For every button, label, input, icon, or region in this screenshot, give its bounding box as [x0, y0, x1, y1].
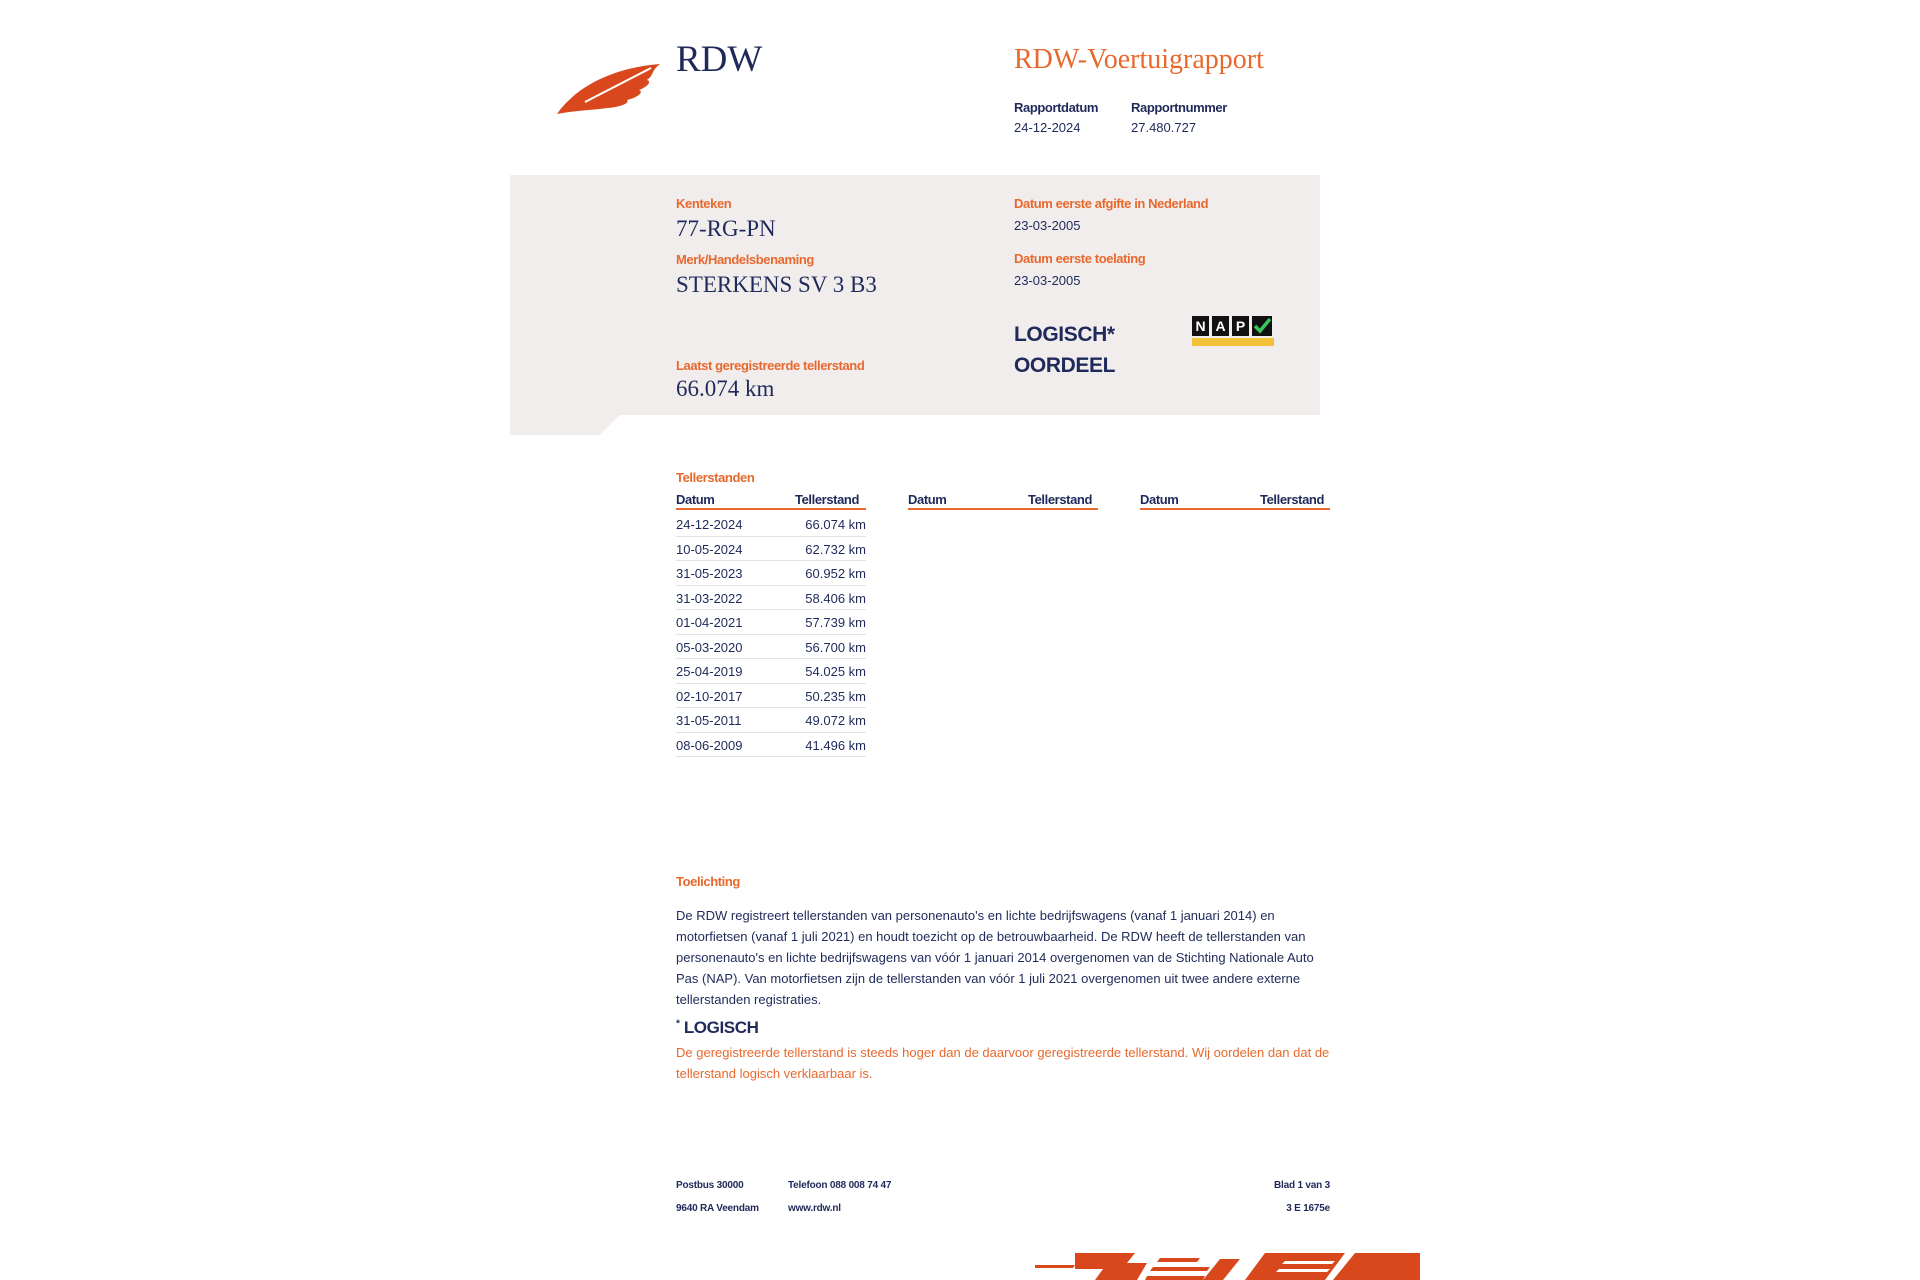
table-row	[676, 586, 866, 611]
footer-web: www.rdw.nl	[788, 1203, 841, 1214]
rdw-feather-logo-icon	[555, 58, 665, 118]
footer-address: 9640 RA Veendam	[676, 1203, 759, 1214]
vehicle-summary-panel	[510, 175, 1320, 415]
logisch-text: De geregistreerde tellerstand is steeds hoger dan de daarvoor geregistreerde tellerstand. Wij oordelen dan dat de tellerstand logisch verklaarbaar is.	[676, 1045, 1330, 1081]
col-date-1: Datum	[676, 492, 715, 507]
plate-label: Kenteken	[676, 196, 732, 211]
last-odometer-value: 66.074 km	[676, 376, 775, 401]
footer-postbus: Postbus 30000	[676, 1180, 744, 1191]
table-row	[676, 708, 866, 733]
row-reading: 41.496 km	[805, 737, 866, 753]
panel-notch	[510, 415, 620, 435]
checkmark-icon	[1252, 316, 1272, 336]
table-row	[676, 561, 866, 586]
asterisk-mark: *	[676, 1018, 680, 1030]
col-reading-3: Tellerstand	[1260, 492, 1324, 507]
table-row	[676, 512, 866, 537]
row-reading: 62.732 km	[805, 541, 866, 557]
row-date: 08-06-2009	[676, 737, 743, 753]
row-date: 31-05-2023	[676, 566, 743, 581]
report-date-label: Rapportdatum	[1014, 100, 1099, 115]
explanation-title: Toelichting	[676, 874, 740, 889]
row-reading: 50.235 km	[805, 688, 866, 704]
nap-yellow-bar	[1192, 338, 1274, 346]
last-odometer-label: Laatst geregistreerde tellerstand	[676, 358, 865, 373]
verdict-line-2: OORDEEL	[1014, 354, 1116, 377]
header-underline-2	[908, 508, 1098, 510]
table-row	[676, 733, 866, 758]
table-row	[676, 684, 866, 709]
row-date: 31-05-2011	[676, 713, 742, 728]
report-number: 27.480.727	[1131, 120, 1197, 135]
row-date: 10-05-2024	[676, 541, 743, 557]
row-date: 24-12-2024	[676, 517, 743, 532]
report-date: 24-12-2024	[1014, 120, 1081, 135]
col-date-3: Datum	[1140, 492, 1179, 507]
col-date-2: Datum	[908, 492, 947, 507]
row-reading: 58.406 km	[805, 590, 866, 606]
logisch-title: LOGISCH	[683, 1018, 759, 1037]
first-admission-label: Datum eerste toelating	[1014, 251, 1146, 266]
logisch-heading	[676, 1018, 758, 1038]
row-reading: 66.074 km	[805, 517, 866, 532]
footer-phone: Telefoon 088 008 74 47	[788, 1180, 892, 1191]
row-reading: 56.700 km	[805, 639, 866, 655]
first-nl-label: Datum eerste afgifte in Nederland	[1014, 196, 1209, 211]
make-label: Merk/Handelsbenaming	[676, 252, 814, 267]
brand-name: RDW	[676, 39, 763, 80]
table-row	[676, 659, 866, 684]
header-underline-3	[1140, 508, 1330, 510]
first-admission-value: 23-03-2005	[1014, 273, 1081, 288]
nap-letter-p: P	[1232, 316, 1249, 336]
nap-logo	[1192, 316, 1274, 348]
row-reading: 54.025 km	[805, 664, 866, 679]
row-date: 05-03-2020	[676, 639, 743, 655]
table-row	[676, 635, 866, 660]
table-row	[676, 537, 866, 562]
explanation-text: De RDW registreert tellerstanden van personenauto's en lichte bedrijfswagens (vanaf 1 januari 2014) en motorfietsen (vanaf 1 juli 2021) en houdt toezicht op de betrouwbaarheid. De RDW heeft de tellerstanden van personenauto's en lichte bedrijfswagens van vóór 1 januari 2014 overgenomen van de Stichting Nationale Auto Pas (NAP). Van motorfietsen zijn de tellerstanden van vóór 1 juli 2021 overgenomen uit twee andere externe tellerstanden registraties.	[676, 908, 1314, 1007]
nap-letter-a: A	[1212, 316, 1229, 336]
report-number-label: Rapportnummer	[1131, 100, 1227, 115]
row-date: 01-04-2021	[676, 615, 743, 630]
verdict-line-1: LOGISCH*	[1014, 323, 1115, 346]
row-reading: 57.739 km	[805, 615, 866, 630]
row-reading: 49.072 km	[805, 713, 866, 728]
row-date: 02-10-2017	[676, 688, 743, 704]
report-title: RDW-Voertuigrapport	[1014, 44, 1264, 75]
header-underline-1	[676, 508, 866, 510]
row-date: 25-04-2019	[676, 664, 743, 679]
table-row	[676, 610, 866, 635]
nap-letter-n: N	[1192, 316, 1209, 336]
make-value: STERKENS SV 3 B3	[676, 272, 877, 297]
row-reading: 60.952 km	[805, 566, 866, 581]
footer-page: Blad 1 van 3	[1274, 1180, 1330, 1191]
readings-title: Tellerstanden	[676, 470, 755, 485]
row-date: 31-03-2022	[676, 590, 743, 606]
decorative-stripes	[1035, 1253, 1420, 1280]
first-nl-value: 23-03-2005	[1014, 218, 1081, 233]
footer-code: 3 E 1675e	[1286, 1203, 1330, 1214]
col-reading-1: Tellerstand	[795, 492, 859, 507]
col-reading-2: Tellerstand	[1028, 492, 1092, 507]
plate-value: 77-RG-PN	[676, 216, 776, 241]
